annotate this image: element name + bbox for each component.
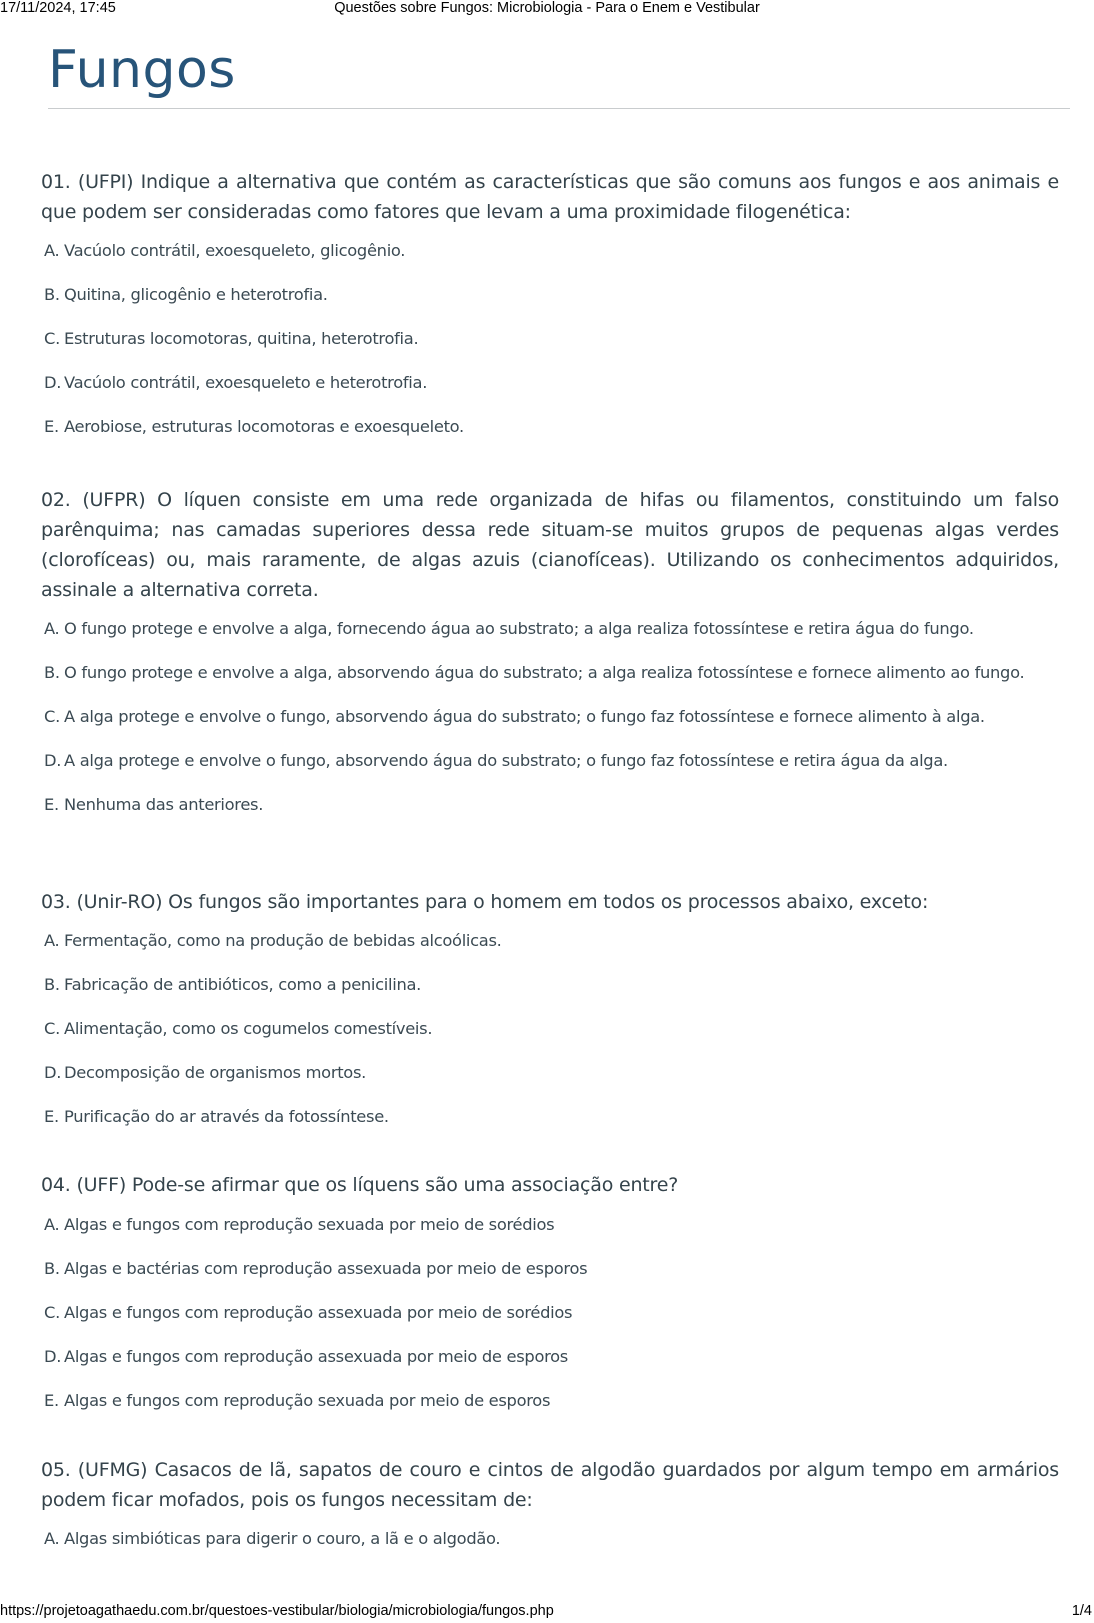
option-text: Vacúolo contrátil, exoesqueleto, glicogênio. — [64, 241, 406, 260]
page-number: 1/4 — [1071, 1603, 1092, 1619]
option-d[interactable] — [41, 369, 1059, 397]
option-d[interactable] — [41, 1059, 1059, 1087]
option-c[interactable] — [41, 1299, 1059, 1327]
option-letter: E. — [44, 417, 59, 436]
print-header — [0, 0, 1094, 18]
option-b[interactable] — [41, 659, 1059, 687]
option-a[interactable] — [41, 237, 1059, 265]
option-letter: D. — [44, 751, 62, 770]
page-title: Fungos — [48, 40, 236, 100]
option-text: Nenhuma das anteriores. — [64, 795, 264, 814]
question-1 — [41, 167, 1059, 441]
option-letter: A. — [44, 1215, 60, 1234]
question-stem: 05. (UFMG) Casacos de lã, sapatos de couro e cintos de algodão guardados por algum tempo em armários podem ficar mofados, pois os fungos necessitam de: — [41, 1459, 1059, 1511]
option-text: Fabricação de antibióticos, como a penicilina. — [64, 975, 422, 994]
option-letter: B. — [44, 1259, 60, 1278]
options-list — [41, 237, 1059, 441]
question-3 — [41, 887, 1059, 1131]
option-letter: E. — [44, 1107, 59, 1126]
option-c[interactable] — [41, 1015, 1059, 1043]
print-footer — [0, 1603, 1094, 1621]
option-text: Algas simbióticas para digerir o couro, a lã e o algodão. — [64, 1529, 501, 1548]
option-letter: E. — [44, 1391, 59, 1410]
option-text: Algas e bactérias com reprodução assexuada por meio de esporos — [64, 1259, 588, 1278]
option-a[interactable] — [41, 927, 1059, 955]
question-2 — [41, 485, 1059, 819]
option-c[interactable] — [41, 703, 1059, 731]
option-text: Quitina, glicogênio e heterotrofia. — [64, 285, 328, 304]
options-list — [41, 1211, 1059, 1415]
question-stem: 03. (Unir-RO) Os fungos são importantes para o homem em todos os processos abaixo, exceto: — [41, 891, 929, 913]
option-text: Decomposição de organismos mortos. — [64, 1063, 367, 1082]
option-text: A alga protege e envolve o fungo, absorvendo água do substrato; o fungo faz fotossíntese e retira água da alga. — [64, 751, 948, 770]
print-document-title: Questões sobre Fungos: Microbiologia - Para o Enem e Vestibular — [334, 0, 760, 16]
option-letter: C. — [44, 707, 60, 726]
options-list — [41, 615, 1059, 819]
option-a[interactable] — [41, 1525, 1059, 1553]
option-text: O fungo protege e envolve a alga, absorvendo água do substrato; a alga realiza fotossíntese e fornece alimento ao fungo. — [64, 663, 1025, 682]
option-d[interactable] — [41, 747, 1059, 775]
option-text: Purificação do ar através da fotossíntese. — [64, 1107, 389, 1126]
option-text: Algas e fungos com reprodução sexuada por meio de esporos — [64, 1391, 551, 1410]
option-text: A alga protege e envolve o fungo, absorvendo água do substrato; o fungo faz fotossíntese e fornece alimento à alga. — [64, 707, 985, 726]
options-list — [41, 927, 1059, 1131]
option-letter: B. — [44, 285, 60, 304]
option-letter: C. — [44, 1019, 60, 1038]
option-a[interactable] — [41, 615, 1059, 643]
option-text: Fermentação, como na produção de bebidas alcoólicas. — [64, 931, 502, 950]
print-date: 17/11/2024, 17:45 — [0, 0, 116, 16]
options-list — [41, 1525, 1059, 1553]
option-text: Algas e fungos com reprodução assexuada por meio de esporos — [64, 1347, 568, 1366]
option-text: O fungo protege e envolve a alga, fornecendo água ao substrato; a alga realiza fotossíntese e retira água do fungo. — [64, 619, 974, 638]
question-4 — [41, 1170, 1059, 1415]
option-letter: D. — [44, 1063, 62, 1082]
option-letter: E. — [44, 795, 59, 814]
option-b[interactable] — [41, 1255, 1059, 1283]
option-text: Vacúolo contrátil, exoesqueleto e heterotrofia. — [64, 373, 428, 392]
question-stem: 01. (UFPI) Indique a alternativa que contém as características que são comuns aos fungos e aos animais e que podem ser consideradas como fatores que levam a uma proximidade filogenética: — [41, 171, 1059, 223]
option-letter: B. — [44, 975, 60, 994]
option-text: Alimentação, como os cogumelos comestíveis. — [64, 1019, 433, 1038]
question-stem: 04. (UFF) Pode-se afirmar que os líquens são uma associação entre? — [41, 1174, 679, 1196]
option-letter: B. — [44, 663, 60, 682]
option-text: Algas e fungos com reprodução assexuada por meio de sorédios — [64, 1303, 573, 1322]
question-5 — [41, 1455, 1059, 1553]
option-letter: C. — [44, 329, 60, 348]
question-stem: 02. (UFPR) O líquen consiste em uma rede organizada de hifas ou filamentos, constituindo um falso parênquima; nas camadas superiores dessa rede situam-se muitos grupos de pequenas algas verdes (clorofíceas) ou, mais raramente, de algas azuis (cianofíceas). Utilizando os conhecimentos adquiridos, assinale a alternativa correta. — [41, 489, 1059, 601]
option-text: Aerobiose, estruturas locomotoras e exoesqueleto. — [64, 417, 464, 436]
option-b[interactable] — [41, 281, 1059, 309]
option-e[interactable] — [41, 1387, 1059, 1415]
option-e[interactable] — [41, 413, 1059, 441]
option-c[interactable] — [41, 325, 1059, 353]
option-b[interactable] — [41, 971, 1059, 999]
option-letter: D. — [44, 1347, 62, 1366]
option-d[interactable] — [41, 1343, 1059, 1371]
option-text: Algas e fungos com reprodução sexuada por meio de sorédios — [64, 1215, 555, 1234]
option-e[interactable] — [41, 1103, 1059, 1131]
title-divider — [48, 108, 1070, 109]
option-a[interactable] — [41, 1211, 1059, 1239]
option-text: Estruturas locomotoras, quitina, heterotrofia. — [64, 329, 419, 348]
option-letter: A. — [44, 241, 60, 260]
option-letter: A. — [44, 931, 60, 950]
page-url: https://projetoagathaedu.com.br/questoes-vestibular/biologia/microbiologia/fungos.php — [0, 1603, 554, 1619]
option-e[interactable] — [41, 791, 1059, 819]
option-letter: A. — [44, 1529, 60, 1548]
option-letter: A. — [44, 619, 60, 638]
option-letter: D. — [44, 373, 62, 392]
option-letter: C. — [44, 1303, 60, 1322]
